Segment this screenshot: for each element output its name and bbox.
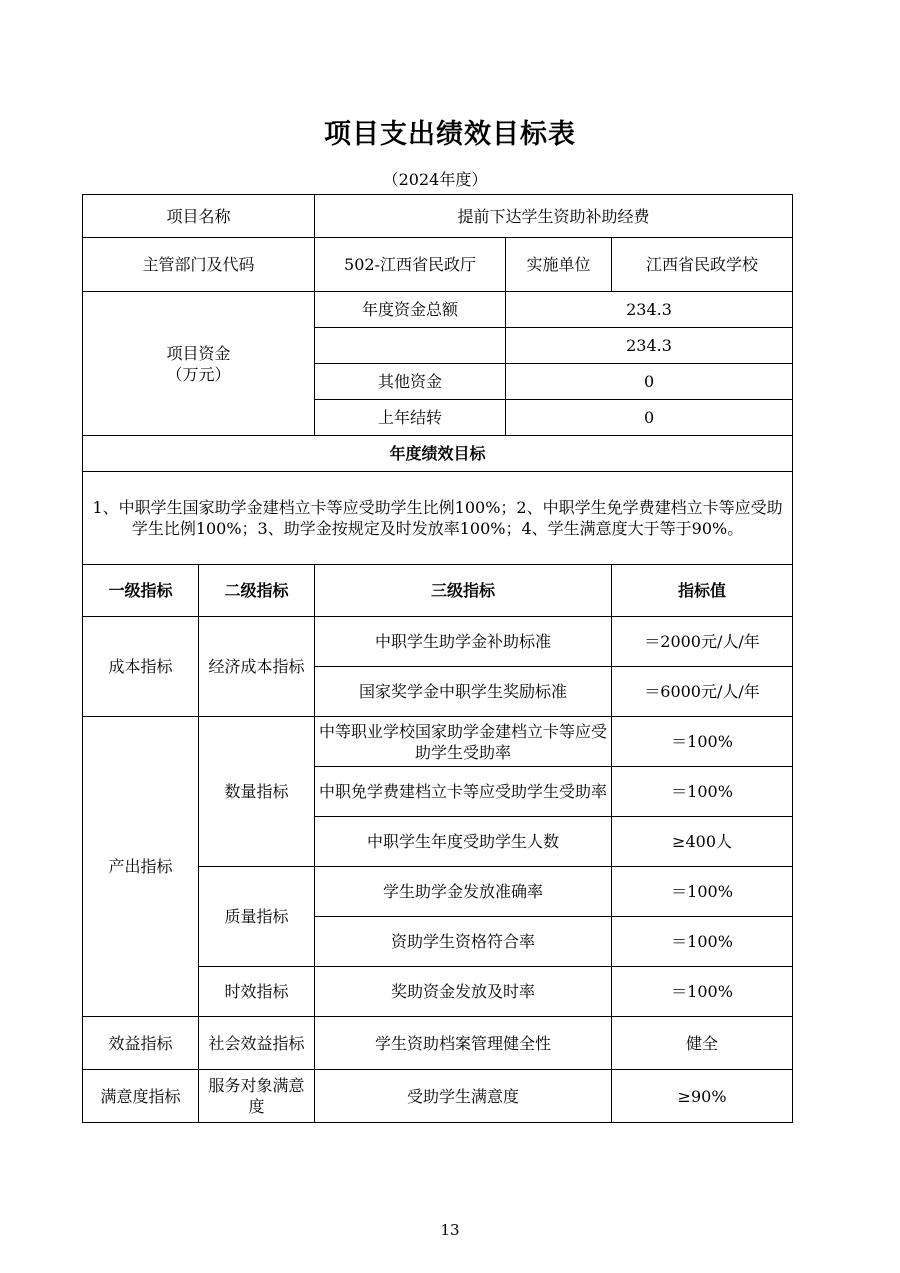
indicator-name: 中职学生年度受助学生人数 xyxy=(315,817,612,867)
cost-l1: 成本指标 xyxy=(83,617,199,717)
table-row xyxy=(83,1017,793,1070)
header-level1: 一级指标 xyxy=(83,565,199,617)
indicator-name: 国家奖学金中职学生奖励标准 xyxy=(315,667,612,717)
indicator-value: ＝6000元/人/年 xyxy=(612,667,793,717)
cost-l2: 经济成本指标 xyxy=(199,617,315,717)
benefit-l2: 社会效益指标 xyxy=(199,1017,315,1070)
output-l1: 产出指标 xyxy=(83,717,199,1017)
table-row xyxy=(83,292,793,328)
table-row xyxy=(83,472,793,565)
table-row xyxy=(83,1070,793,1123)
goal-text: 1、中职学生国家助学金建档立卡等应受助学生比例100%；2、中职学生免学费建档立卡等应受助学生比例100%；3、助学金按规定及时发放率100%；4、学生满意度大于等于90%。 xyxy=(83,472,793,565)
dept-label: 主管部门及代码 xyxy=(83,238,315,292)
page-title: 项目支出绩效目标表 xyxy=(324,119,576,150)
table-row xyxy=(83,617,793,667)
satisfaction-l1: 满意度指标 xyxy=(83,1070,199,1123)
funds-carry-label: 上年结转 xyxy=(315,400,506,436)
benefit-l1: 效益指标 xyxy=(83,1017,199,1070)
indicator-name: 中职学生助学金补助标准 xyxy=(315,617,612,667)
indicator-value: ＝100% xyxy=(612,967,793,1017)
indicator-name: 中等职业学校国家助学金建档立卡等应受助学生受助率 xyxy=(315,717,612,767)
funds-other-label: 其他资金 xyxy=(315,364,506,400)
indicator-name: 学生资助档案管理健全性 xyxy=(315,1017,612,1070)
indicator-value: ≥400人 xyxy=(612,817,793,867)
funds-other-value: 0 xyxy=(506,364,793,400)
header-level3: 三级指标 xyxy=(315,565,612,617)
funds-total-label: 年度资金总额 xyxy=(315,292,506,328)
funds-label: 项目资金 （万元） xyxy=(83,292,315,436)
quality-l2: 质量指标 xyxy=(199,867,315,967)
indicator-value: ≥90% xyxy=(612,1070,793,1123)
table-row xyxy=(83,436,793,472)
table-row xyxy=(83,565,793,617)
indicator-name: 资助学生资格符合率 xyxy=(315,917,612,967)
performance-table xyxy=(82,194,793,1123)
goal-header: 年度绩效目标 xyxy=(83,436,793,472)
project-name-label: 项目名称 xyxy=(83,195,315,238)
indicator-value: 健全 xyxy=(612,1017,793,1070)
project-name-value: 提前下达学生资助补助经费 xyxy=(315,195,793,238)
dept-value: 502-江西省民政厅 xyxy=(315,238,506,292)
impl-unit-label: 实施单位 xyxy=(506,238,612,292)
funds-fiscal-label xyxy=(315,328,506,364)
indicator-value: ＝100% xyxy=(612,917,793,967)
indicator-value: ＝100% xyxy=(612,717,793,767)
table-row xyxy=(83,195,793,238)
page-number: 13 xyxy=(440,1221,460,1239)
indicator-name: 学生助学金发放准确率 xyxy=(315,867,612,917)
table-row xyxy=(83,717,793,767)
header-level2: 二级指标 xyxy=(199,565,315,617)
header-value: 指标值 xyxy=(612,565,793,617)
indicator-name: 中职免学费建档立卡等应受助学生受助率 xyxy=(315,767,612,817)
indicator-value: ＝100% xyxy=(612,767,793,817)
satisfaction-l2: 服务对象满意度 xyxy=(199,1070,315,1123)
year-label: （2024年度） xyxy=(382,170,488,189)
indicator-value: ＝100% xyxy=(612,867,793,917)
indicator-name: 受助学生满意度 xyxy=(315,1070,612,1123)
quantity-l2: 数量指标 xyxy=(199,717,315,867)
timeliness-l2: 时效指标 xyxy=(199,967,315,1017)
funds-carry-value: 0 xyxy=(506,400,793,436)
funds-fiscal-value: 234.3 xyxy=(506,328,793,364)
indicator-value: ＝2000元/人/年 xyxy=(612,617,793,667)
funds-total-value: 234.3 xyxy=(506,292,793,328)
impl-unit-value: 江西省民政学校 xyxy=(612,238,793,292)
indicator-name: 奖助资金发放及时率 xyxy=(315,967,612,1017)
table-row xyxy=(83,238,793,292)
